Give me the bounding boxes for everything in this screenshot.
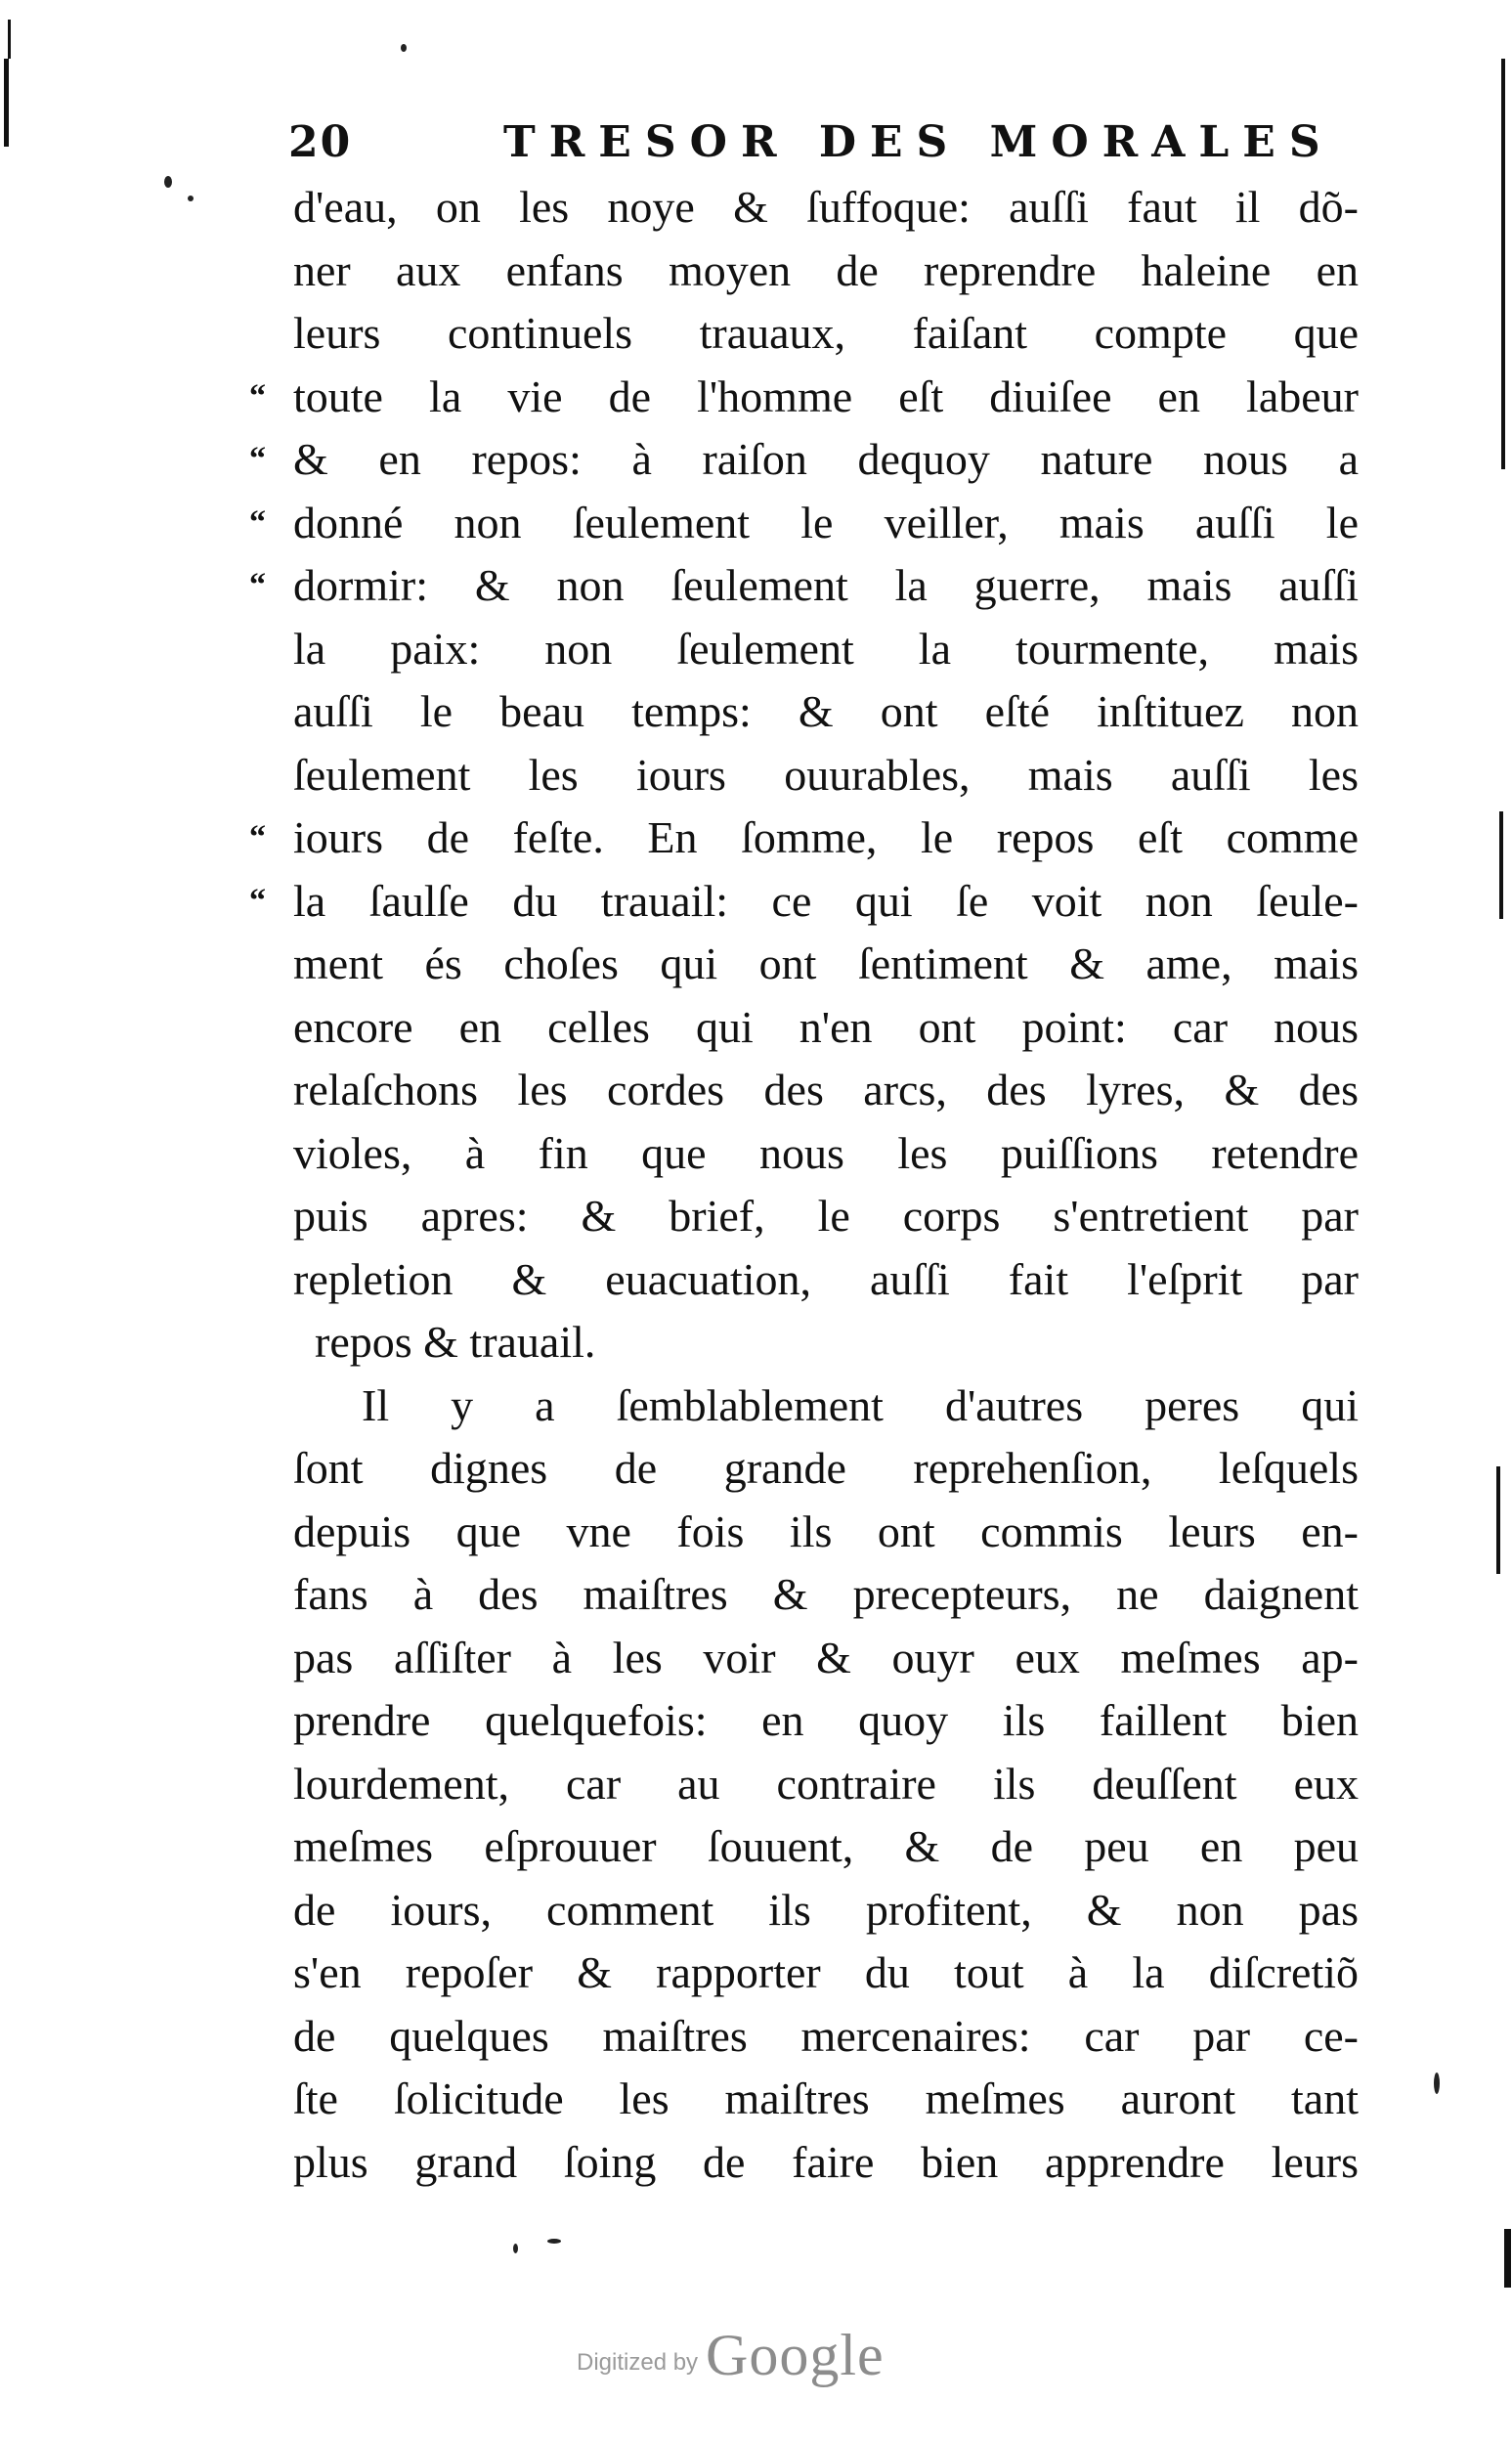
text-line <box>293 240 1359 303</box>
text-line-content: prendre quelquefois: en quoy ils faillent bien <box>293 1695 1359 1745</box>
running-head <box>288 117 1373 176</box>
text-line-content: la paix: non ſeulement la tourmente, mais <box>293 623 1359 674</box>
page-number: 20 <box>288 117 353 167</box>
text-line <box>293 1248 1359 1312</box>
text-line-content: iours de feſte. En ſomme, le repos eſt comme <box>293 812 1359 862</box>
left-edge-mark <box>4 59 9 147</box>
text-line-content: ner aux enfans moyen de reprendre haleine en <box>293 244 1359 295</box>
right-edge-mark <box>1501 59 1505 469</box>
ink-speck <box>401 44 407 52</box>
text-line <box>249 807 1359 870</box>
text-line <box>249 870 1359 934</box>
text-line-content: ſont dignes de grande reprehenſion, leſquels <box>293 1443 1359 1493</box>
text-line-content: s'en repoſer & rapporter du tout à la diſcretiõ <box>293 1947 1359 1997</box>
text-line <box>293 744 1359 807</box>
text-line-content: relaſchons les cordes des arcs, des lyres, & des <box>293 1065 1359 1114</box>
text-line <box>293 1627 1359 1690</box>
right-edge-mark-3 <box>1496 1466 1500 1574</box>
marginal-quote-mark: “ <box>249 819 266 855</box>
right-edge-mark-4 <box>1504 2229 1511 2288</box>
marginal-quote-mark: “ <box>249 377 266 415</box>
text-line <box>249 366 1359 429</box>
text-line-content: fans à des maiſtres & precepteurs, ne daignent <box>293 1569 1359 1619</box>
text-line <box>293 618 1359 681</box>
text-line <box>293 996 1359 1060</box>
text-line-content: meſmes eſprouuer ſouuent, & de peu en peu <box>293 1821 1359 1871</box>
text-line <box>293 1815 1359 1879</box>
text-line-content: violes, à fin que nous les puiſſions retendre <box>293 1127 1359 1178</box>
text-line-content: donné non ſeulement le veiller, mais auſſi le <box>293 497 1359 547</box>
text-line <box>293 1311 1359 1375</box>
text-line <box>249 492 1359 555</box>
digitized-by-label: Digitized by <box>577 2349 699 2376</box>
text-line <box>293 1689 1359 1753</box>
text-line-content: lourdement, car au contraire ils deuſſent eux <box>293 1758 1359 1809</box>
text-line <box>293 1375 1359 1438</box>
text-line-content: repos & trauail. <box>315 1317 596 1367</box>
text-line <box>293 1185 1359 1248</box>
ink-speck <box>164 176 172 188</box>
left-edge-mark-2 <box>8 20 11 59</box>
right-edge-mark-2 <box>1499 811 1503 919</box>
text-line-content: d'eau, on les noye & ſuffoque: auſſi faut il dõ- <box>293 182 1359 232</box>
text-line-content: depuis que vne fois ils ont commis leurs en- <box>293 1506 1359 1556</box>
text-line <box>293 2005 1359 2069</box>
google-wordmark: Google <box>706 2323 885 2387</box>
text-line-content: puis apres: & brief, le corps s'entretient par <box>293 1191 1359 1241</box>
text-line <box>293 1942 1359 2005</box>
text-line-content: ment és choſes qui ont ſentiment & ame, mais <box>293 938 1359 988</box>
ink-speck <box>188 196 194 201</box>
text-line <box>293 1437 1359 1501</box>
text-line-content: de quelques maiſtres mercenaires: car par ce- <box>293 2010 1359 2061</box>
text-line <box>293 680 1359 744</box>
ink-speck <box>547 2239 561 2244</box>
ink-speck <box>1434 2073 1440 2094</box>
text-line <box>293 2131 1359 2195</box>
text-line-content: auſſi le beau temps: & ont eſté inſtituez non <box>293 686 1359 736</box>
text-line-content: de iours, comment ils profitent, & non pas <box>293 1884 1359 1935</box>
text-line-content: repletion & euacuation, auſſi fait l'eſprit par <box>293 1253 1359 1304</box>
text-line-content: Il y a ſemblablement d'autres peres qui <box>362 1379 1359 1430</box>
text-line-content: dormir: & non ſeulement la guerre, mais auſſi <box>293 560 1359 610</box>
text-line <box>293 1122 1359 1186</box>
text-line <box>293 302 1359 366</box>
marginal-quote-mark: “ <box>249 567 266 603</box>
text-line <box>293 1879 1359 1942</box>
text-line-content: ſeulement les iours ouurables, mais auſſi les <box>293 749 1359 800</box>
text-line <box>293 1501 1359 1564</box>
text-line <box>249 554 1359 618</box>
text-line-content: leurs continuels trauaux, faiſant compte que <box>293 308 1359 358</box>
body-text <box>249 176 1359 2194</box>
text-line <box>249 428 1359 492</box>
text-line-content: la ſaulſe du trauail: ce qui ſe voit non ſeule- <box>293 875 1359 926</box>
text-line <box>293 2068 1359 2131</box>
text-line-content: encore en celles qui n'en ont point: car nous <box>293 1001 1359 1052</box>
text-line <box>293 933 1359 996</box>
marginal-quote-mark: “ <box>249 503 266 541</box>
text-line-content: & en repos: à raiſon dequoy nature nous a <box>293 434 1359 484</box>
text-line <box>293 1753 1359 1816</box>
ink-speck <box>513 2244 518 2253</box>
text-line-content: pas aſſiſter à les voir & ouyr eux meſmes ap- <box>293 1632 1359 1682</box>
text-line-content: ſte ſolicitude les maiſtres meſmes auront tant <box>293 2073 1359 2123</box>
running-title: TRESOR DES MORALES <box>503 117 1334 167</box>
marginal-quote-mark: “ <box>249 441 266 477</box>
digitization-credit <box>577 2322 968 2390</box>
text-line-content: plus grand ſoing de faire bien apprendre leurs <box>293 2136 1359 2187</box>
marginal-quote-mark: “ <box>249 882 266 919</box>
text-line <box>293 1059 1359 1122</box>
text-line <box>293 1563 1359 1627</box>
text-line-content: toute la vie de l'homme eſt diuiſee en labeur <box>293 371 1359 421</box>
text-line <box>293 176 1359 240</box>
